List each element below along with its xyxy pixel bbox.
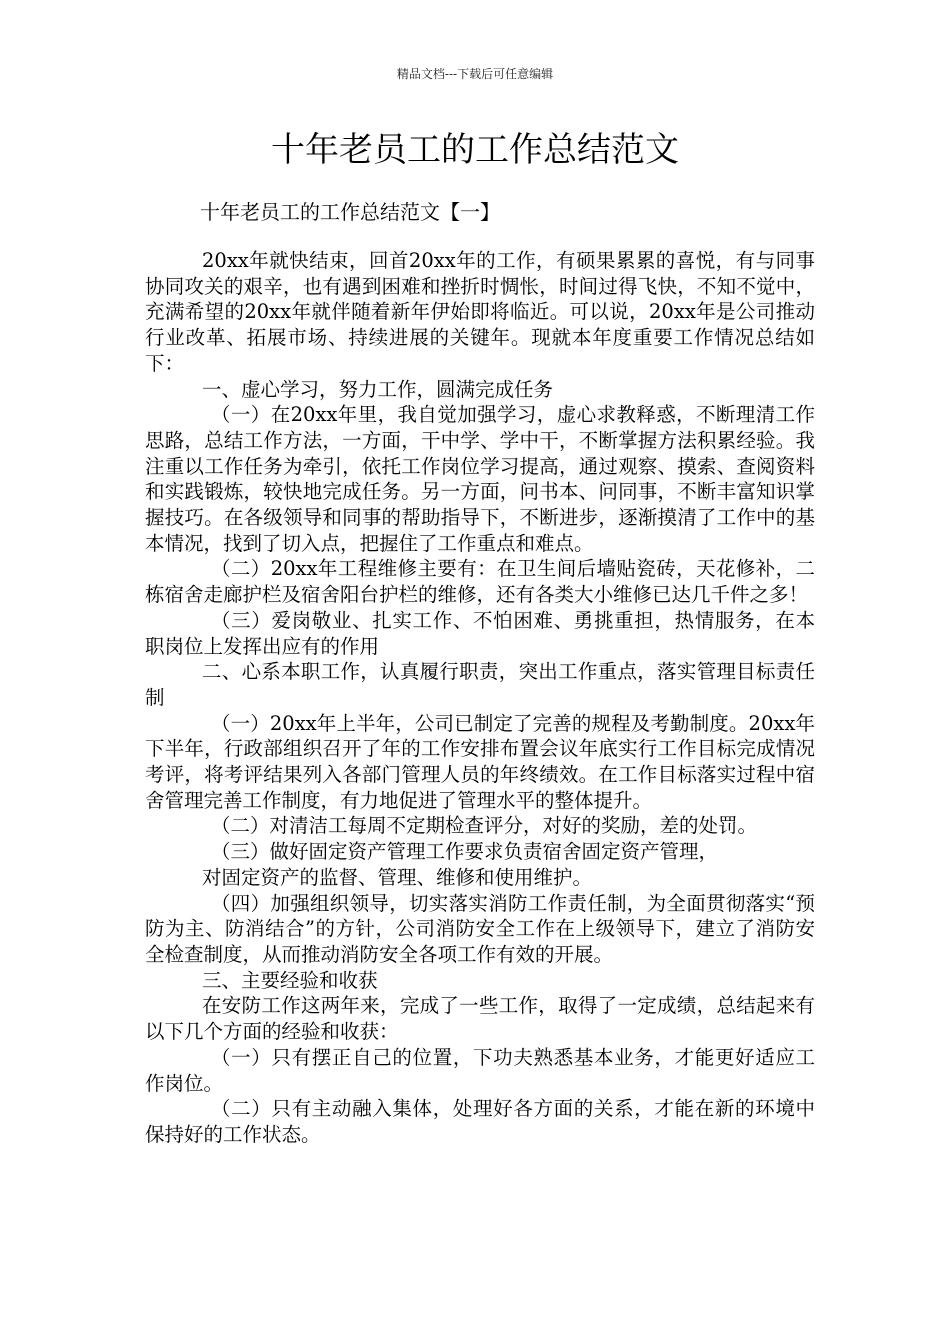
paragraph-3-intro: 在安防工作这两年来，完成了一些工作，取得了一定成绩，总结起来有以下几个方面的经验和收获：: [145, 994, 815, 1044]
document-body: [145, 248, 815, 1148]
paragraph-2-3: （三）做好固定资产管理工作要求负责宿舍固定资产管理，: [211, 840, 719, 864]
heading-part-3: 三、主要经验和收获: [202, 968, 378, 992]
paragraph-1-3: （三）爱岗敬业、扎实工作、不怕困难、勇挑重担，热情服务，在本职岗位上发挥出应有的作用: [145, 608, 815, 658]
paragraph-2-3-cont: 对固定资产的监督、管理、维修和使用维护。: [202, 865, 593, 889]
heading-part-2: 二、心系本职工作，认真履行职责，突出工作重点，落实管理目标责任制: [145, 660, 815, 709]
paragraph-1-1: （一）在20xx年里，我自觉加强学习，虚心求教释惑，不断理清工作思路，总结工作方法，一方面，干中学、学中干，不断掌握方法积累经验。我注重以工作任务为牵引，依托工作岗位学习提高，通过观察、摸索、查阅资料和实践锻炼，较快地完成任务。另一方面，问书本、问同事，不断丰富知识掌握技巧。在各级领导和同事的帮助指导下，不断进步，逐渐摸清了工作中的基本情况，找到了切入点，把握住了工作重点和难点。: [145, 403, 815, 555]
document-title: 十年老员工的工作总结范文: [271, 130, 679, 170]
paragraph-3-1: （一）只有摆正自己的位置，下功夫熟悉基本业务，才能更好适应工作岗位。: [145, 1045, 815, 1095]
paragraph-2-4: （四）加强组织领导，切实落实消防工作责任制，为全面贯彻落实“预防为主、防消结合”的方针，公司消防安全工作在上级领导下，建立了消防安全检查制度，从而推动消防安全各项工作有效的开展。: [145, 891, 815, 966]
paragraph-1-2: （二）20xx年工程维修主要有：在卫生间后墙贴瓷砖，天花修补，二栋宿舍走廊护栏及宿舍阳台护栏的维修，还有各类大小维修已达几千件之多！: [145, 557, 815, 607]
paragraph-intro: 20xx年就快结束，回首20xx年的工作，有硕果累累的喜悦，有与同事协同攻关的艰辛，也有遇到困难和挫折时惆怅，时间过得飞快，不知不觉中，充满希望的20xx年就伴随着新年伊始即将临近。可以说，20xx年是公司推动行业改革、拓展市场、持续进展的关键年。现就本年度重要工作情况总结如下：: [145, 249, 815, 375]
section-heading: 十年老员工的工作总结范文【一】: [200, 200, 500, 224]
paragraph-2-1: （一）20xx年上半年，公司已制定了完善的规程及考勤制度。20xx年下半年，行政部组织召开了年的工作安排布置会议年底实行工作目标完成情况考评，将考评结果列入各部门管理人员的年终绩效。在工作目标落实过程中宿舍管理完善工作制度，有力地促进了管理水平的整体提升。: [145, 711, 815, 812]
header-note: 精品文档---下载后可任意编辑: [396, 67, 554, 81]
paragraph-3-2: （二）只有主动融入集体，处理好各方面的关系，才能在新的环境中保持好的工作状态。: [145, 1097, 815, 1146]
paragraph-2-2: （二）对清洁工每周不定期检查评分，对好的奖励，差的处罚。: [211, 814, 758, 838]
heading-part-1: 一、虚心学习，努力工作，圆满完成任务: [202, 377, 554, 401]
